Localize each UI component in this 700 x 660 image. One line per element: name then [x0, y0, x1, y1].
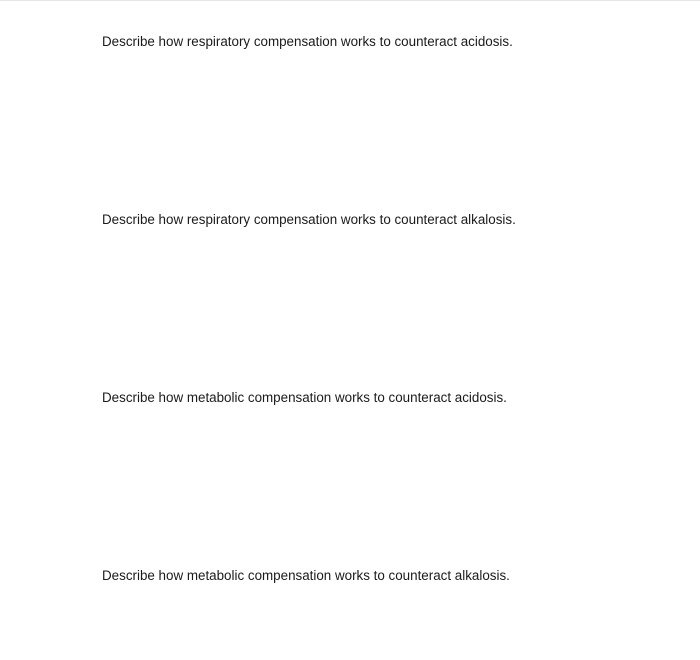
- question-metabolic-alkalosis: Describe how metabolic compensation works to counteract alkalosis.: [102, 568, 510, 583]
- question-respiratory-acidosis: Describe how respiratory compensation works to counteract acidosis.: [102, 34, 513, 49]
- question-metabolic-acidosis: Describe how metabolic compensation works to counteract acidosis.: [102, 390, 507, 405]
- question-respiratory-alkalosis: Describe how respiratory compensation works to counteract alkalosis.: [102, 212, 516, 227]
